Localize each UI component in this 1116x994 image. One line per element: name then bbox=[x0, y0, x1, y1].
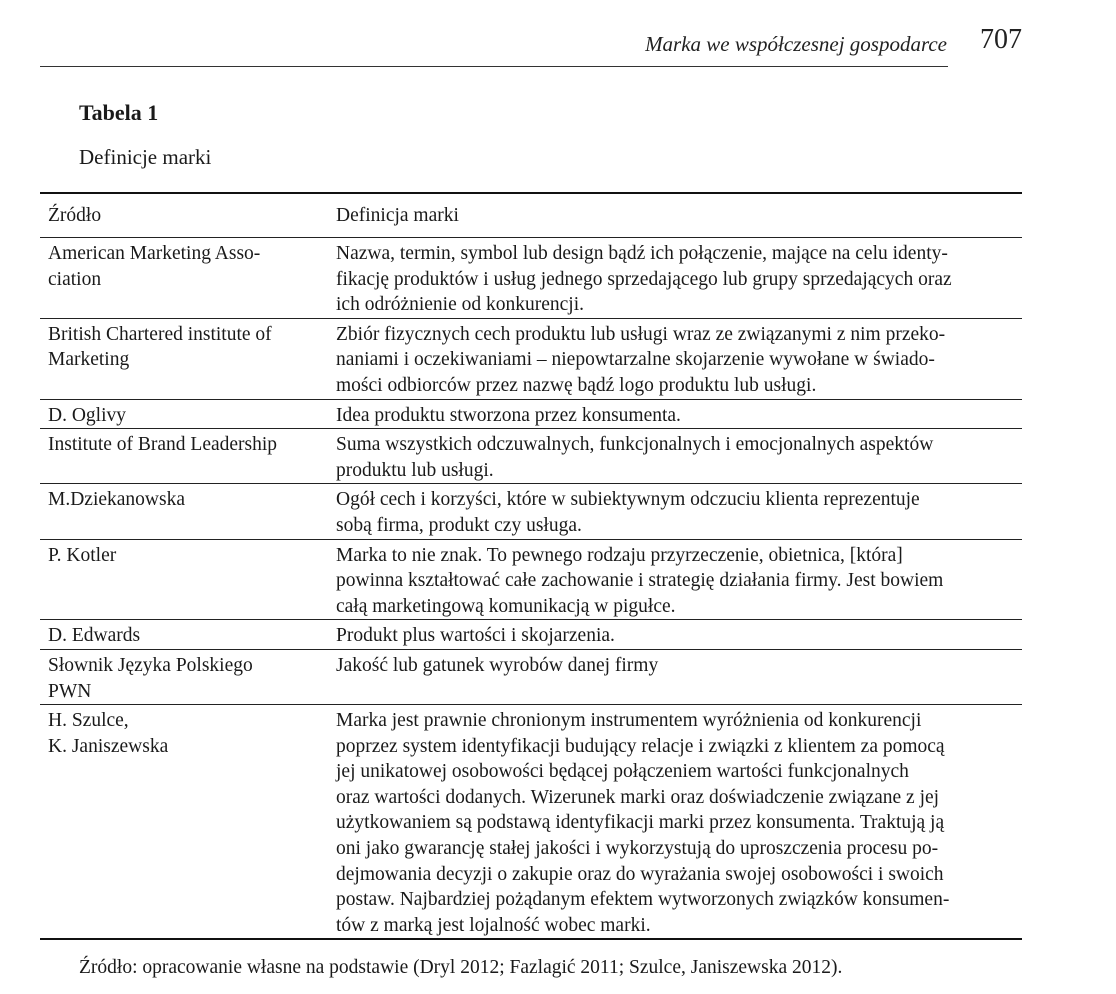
table-row bbox=[40, 649, 1022, 704]
definition-line: Suma wszystkich odczuwalnych, funkcjonalnych i emocjonalnych aspektów bbox=[336, 434, 934, 456]
source-line: PWN bbox=[48, 680, 92, 702]
table-row bbox=[40, 619, 1022, 649]
table-row bbox=[40, 318, 1022, 399]
source-line: D. Edwards bbox=[48, 625, 141, 647]
source-line: Słownik Języka Polskiego bbox=[48, 654, 253, 676]
source-line: K. Janiszewska bbox=[48, 735, 169, 757]
definition-line: Marka jest prawnie chronionym instrumentem wyróżnienia od konkurencji bbox=[336, 710, 922, 732]
definition-line: Idea produktu stworzona przez konsumenta. bbox=[336, 404, 681, 426]
definition-cell bbox=[336, 238, 1022, 318]
definition-line: Nazwa, termin, symbol lub design bądź ich połączenie, mające na celu identy- bbox=[336, 243, 948, 264]
table-row bbox=[40, 704, 1022, 938]
definition-cell bbox=[336, 705, 1022, 938]
definition-cell bbox=[336, 484, 1022, 538]
definition-line: tów z marką jest lojalność wobec marki. bbox=[336, 914, 651, 936]
source-cell bbox=[40, 705, 336, 938]
source-footnote: Źródło: opracowanie własne na podstawie (Dryl 2012; Fazlagić 2011; Szulce, Janiszewska 2012). bbox=[79, 957, 843, 978]
source-cell bbox=[40, 319, 336, 399]
source-line: ciation bbox=[48, 268, 102, 290]
source-line: H. Szulce, bbox=[48, 710, 129, 732]
definition-cell bbox=[336, 540, 1022, 620]
definition-cell bbox=[336, 400, 1022, 429]
source-line: American Marketing Asso- bbox=[48, 243, 261, 264]
definition-line: fikację produktów i usług jednego sprzedającego lub grupy sprzedających oraz bbox=[336, 268, 952, 290]
source-line: P. Kotler bbox=[48, 544, 117, 566]
definition-line: oraz wartości dodanych. Wizerunek marki oraz doświadczenie związane z jej bbox=[336, 786, 940, 808]
running-head bbox=[40, 26, 1022, 68]
definition-line: produktu lub usługi. bbox=[336, 459, 494, 481]
definition-line: Produkt plus wartości i skojarzenia. bbox=[336, 625, 615, 647]
source-line: M.Dziekanowska bbox=[48, 489, 186, 511]
definitions-table bbox=[40, 192, 1022, 940]
source-cell bbox=[40, 400, 336, 429]
definition-line: powinna kształtować całe zachowanie i strategię działania firmy. Jest bowiem bbox=[336, 570, 944, 592]
source-line: D. Oglivy bbox=[48, 404, 126, 426]
source-cell bbox=[40, 484, 336, 538]
table-header-row bbox=[40, 194, 1022, 237]
table-row bbox=[40, 237, 1022, 318]
running-title: Marka we współczesnej gospodarce bbox=[645, 32, 947, 56]
column-header-source: Źródło bbox=[48, 204, 102, 226]
definition-cell bbox=[336, 650, 1022, 704]
source-cell bbox=[40, 650, 336, 704]
definition-line: oni jako gwarancję stałej jakości i wykorzystują do uproszczenia procesu po- bbox=[336, 838, 939, 860]
source-line: British Chartered institute of bbox=[48, 323, 272, 345]
definition-line: sobą firma, produkt czy usługa. bbox=[336, 514, 582, 536]
definition-line: postaw. Najbardziej pożądanym efektem wytworzonych związków konsumen- bbox=[336, 889, 950, 911]
definition-line: Zbiór fizycznych cech produktu lub usługi wraz ze związanymi z nim przeko- bbox=[336, 323, 946, 345]
definition-line: Jakość lub gatunek wyrobów danej firmy bbox=[336, 654, 659, 676]
source-line: Institute of Brand Leadership bbox=[48, 434, 278, 456]
definition-cell bbox=[336, 429, 1022, 483]
source-cell bbox=[40, 540, 336, 620]
definition-line: Marka to nie znak. To pewnego rodzaju przyrzeczenie, obietnica, [która] bbox=[336, 544, 903, 566]
definition-line: całą marketingową komunikacją w pigułce. bbox=[336, 595, 676, 617]
table-row bbox=[40, 483, 1022, 538]
table-caption: Definicje marki bbox=[79, 145, 212, 169]
table-row bbox=[40, 399, 1022, 429]
definition-line: naniami i oczekiwaniami – niepowtarzalne skojarzenie wywołane w świado- bbox=[336, 349, 935, 371]
definition-line: dejmowania decyzji o zakupie oraz do wyrażania swojej osobowości i swoich bbox=[336, 863, 944, 885]
definition-cell bbox=[336, 319, 1022, 399]
definition-line: Ogół cech i korzyści, które w subiektywnym odczuciu klienta reprezentuje bbox=[336, 489, 920, 511]
page-number: 707 bbox=[980, 24, 1022, 55]
table-row bbox=[40, 539, 1022, 620]
column-header-definition: Definicja marki bbox=[336, 204, 459, 226]
definition-line: poprzez system identyfikacji budujący relacje i związki z klientem za pomocą bbox=[336, 735, 945, 757]
table-row bbox=[40, 428, 1022, 483]
table-label: Tabela 1 bbox=[79, 100, 159, 125]
source-cell bbox=[40, 429, 336, 483]
definition-line: użytkowaniem są podstawą identyfikacji marki przez konsumenta. Traktują ją bbox=[336, 812, 945, 834]
definition-line: jej unikatowej osobowości będącej połączeniem wartości funkcjonalnych bbox=[336, 761, 909, 783]
definition-line: mości odbiorców przez nazwę bądź logo produktu lub usługi. bbox=[336, 374, 817, 396]
definition-line: ich odróżnienie od konkurencji. bbox=[336, 294, 585, 316]
source-cell bbox=[40, 620, 336, 649]
definition-cell bbox=[336, 620, 1022, 649]
source-line: Marketing bbox=[48, 349, 130, 371]
table-body bbox=[40, 237, 1022, 938]
source-cell bbox=[40, 238, 336, 318]
header-rule bbox=[40, 66, 948, 67]
